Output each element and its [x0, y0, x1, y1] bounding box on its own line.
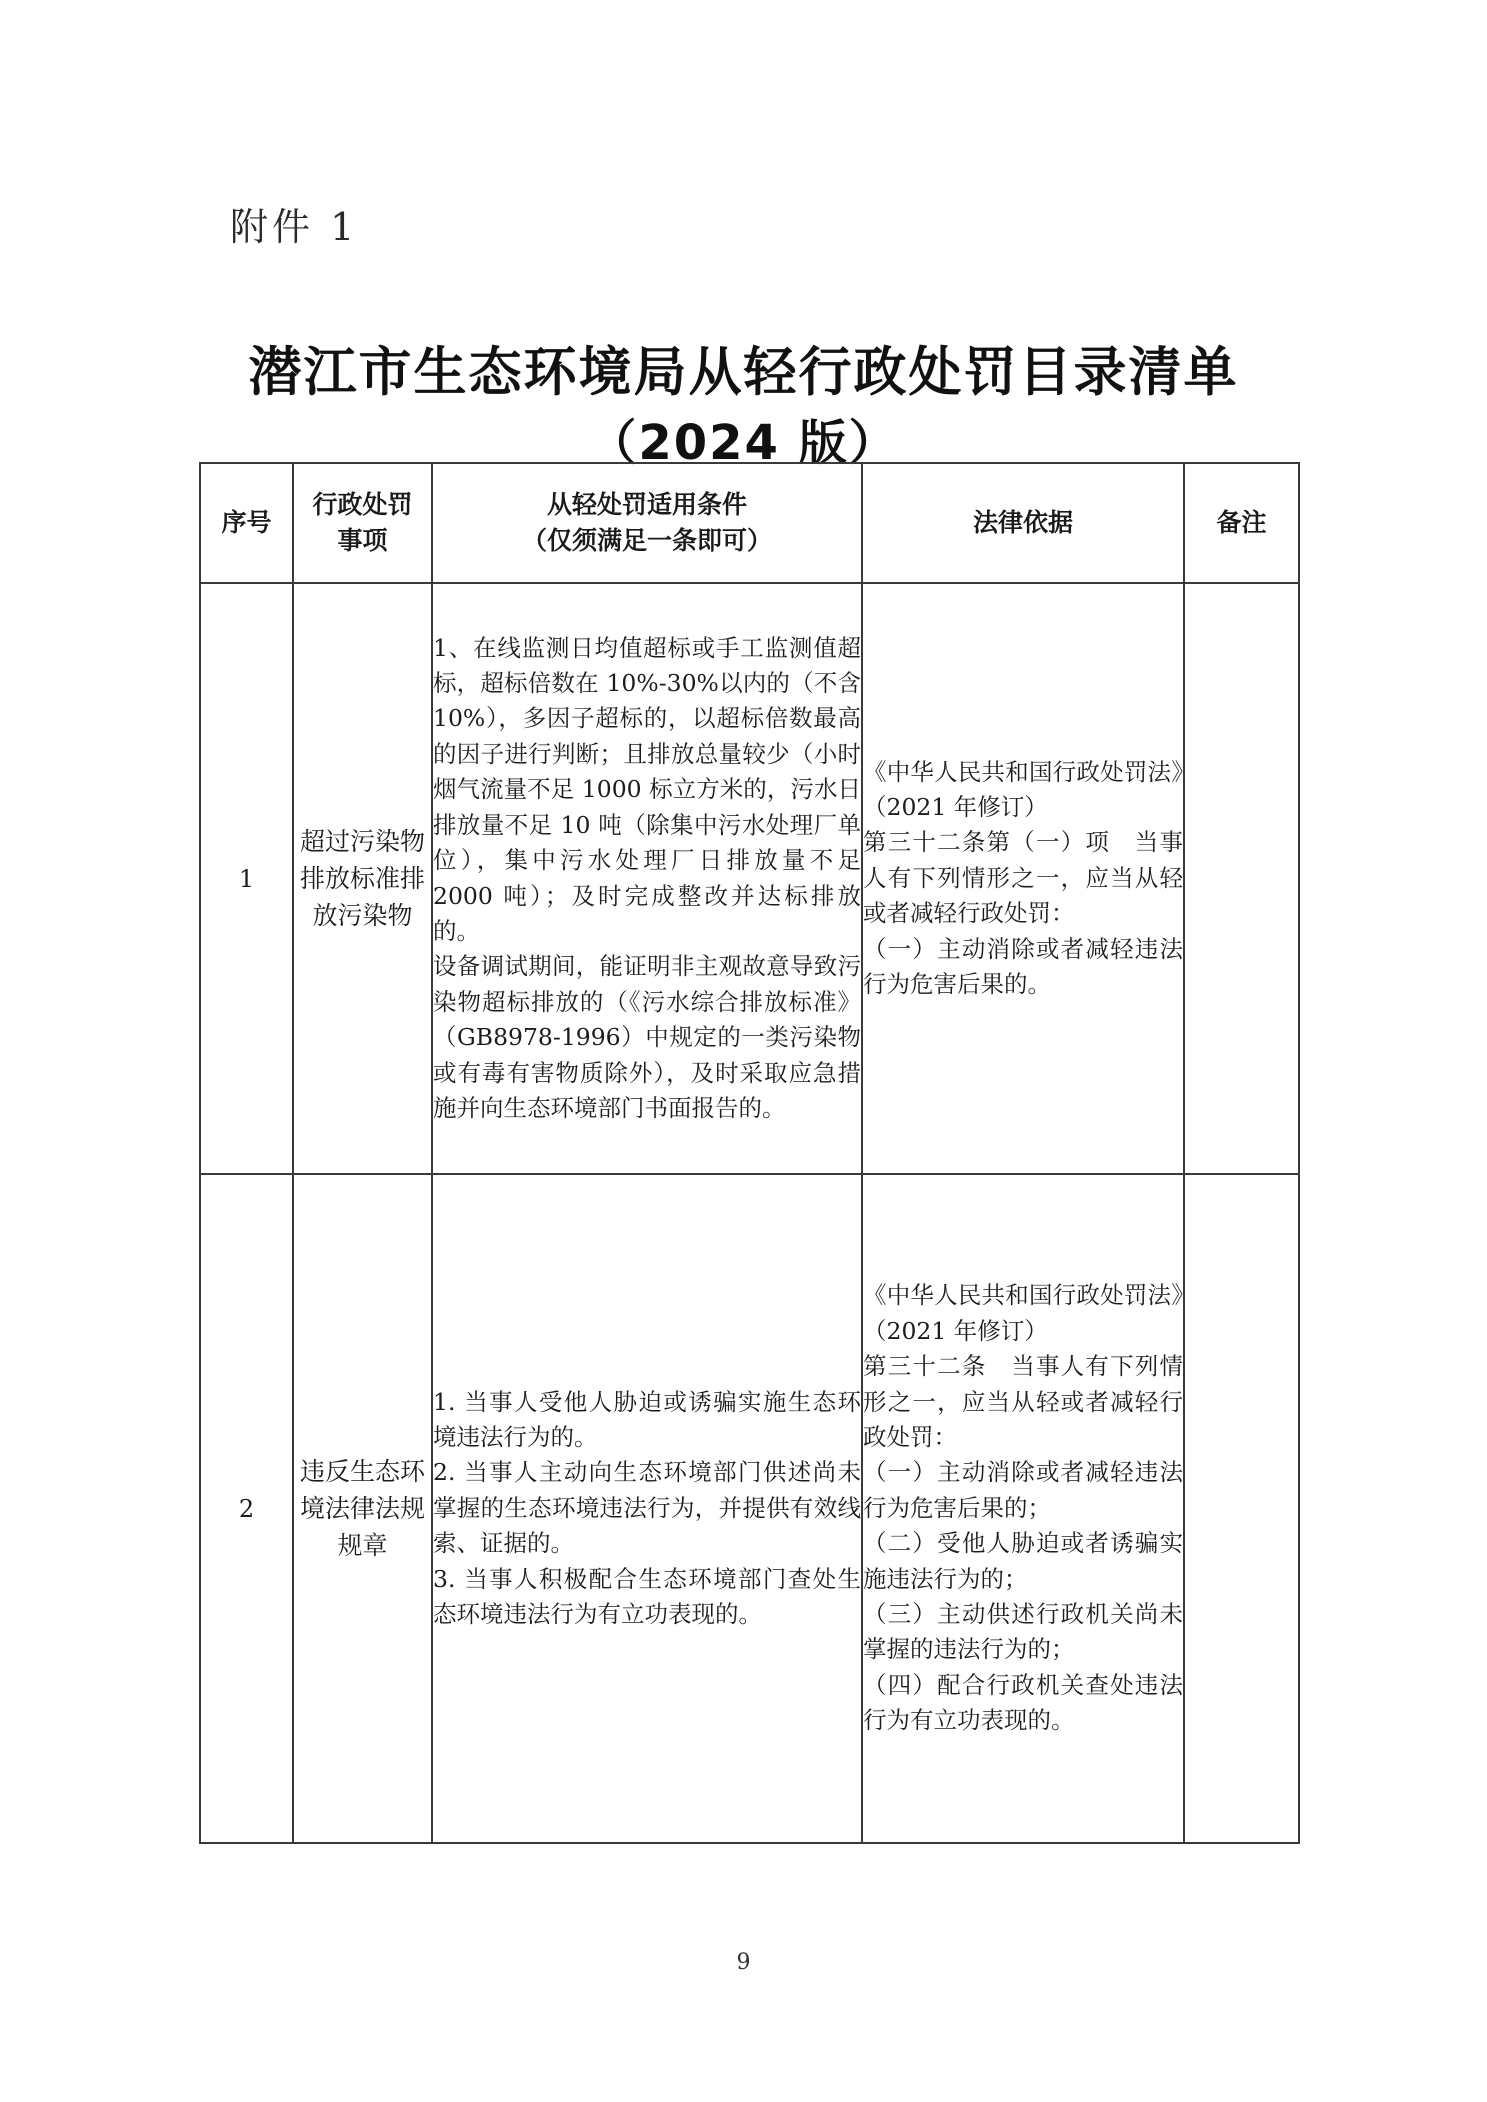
basis-paragraph: （四）配合行政机关查处违法行为有立功表现的。	[863, 1670, 1183, 1735]
table-header	[200, 463, 1299, 583]
page-number: 9	[736, 1950, 751, 1975]
row-legal-basis	[862, 1174, 1184, 1843]
row-seq: 1	[200, 583, 293, 1174]
attachment-label: 附件 1	[230, 205, 359, 249]
table-row	[200, 1174, 1299, 1843]
condition-paragraph: 设备调试期间，能证明非主观故意导致污染物超标排放的（《污水综合排放标准》（GB8978-1996）中规定的一类污染物或有毒有害物质除外），及时采取应急措施并向生态环境部门书面报告的。	[433, 952, 861, 1122]
row-item: 违反生态环境法律法规规章	[293, 1174, 432, 1843]
row-conditions	[432, 583, 862, 1174]
basis-paragraph: （一）主动消除或者减轻违法行为危害后果的。	[863, 934, 1183, 999]
row-remark	[1184, 583, 1299, 1174]
table-row	[200, 583, 1299, 1174]
row-legal-basis	[862, 583, 1184, 1174]
condition-paragraph: 3. 当事人积极配合生态环境部门查处生态环境违法行为有立功表现的。	[433, 1564, 861, 1629]
basis-paragraph: （一）主动消除或者减轻违法行为危害后果的；	[863, 1458, 1183, 1522]
basis-paragraph: 《中华人民共和国行政处罚法》（2021 年修订）	[863, 757, 1183, 821]
row-item: 超过污染物排放标准排放污染物	[293, 583, 432, 1174]
condition-paragraph: 1、在线监测日均值超标或手工监测值超标，超标倍数在 10%-30%以内的（不含 10%），多因子超标的，以超标倍数最高的因子进行判断；且排放总量较少（小时烟气流量不足 1000 标立方米的，污水日排放量不足 10 吨（除集中污水处理厂单位），集中污水处理厂日排放量不足 2000 吨）；及时完成整改并达标排放的。	[433, 633, 861, 945]
header-item-line1: 行政处罚	[312, 490, 413, 519]
row-remark	[1184, 1174, 1299, 1843]
header-seq: 序号	[200, 463, 293, 583]
basis-paragraph: 第三十二条 当事人有下列情形之一，应当从轻或者减轻行政处罚：	[863, 1352, 1183, 1451]
basis-paragraph: 第三十二条第（一）项 当事人有下列情形之一，应当从轻或者减轻行政处罚：	[863, 828, 1183, 928]
penalty-catalog-table	[199, 462, 1300, 1844]
basis-paragraph: （二）受他人胁迫或者诱骗实施违法行为的；	[863, 1529, 1183, 1593]
basis-paragraph: 《中华人民共和国行政处罚法》（2021 年修订）	[863, 1281, 1183, 1345]
header-item-line2: 事项	[337, 526, 388, 555]
row-seq: 2	[200, 1174, 293, 1843]
page-title: 潜江市生态环境局从轻行政处罚目录清单	[248, 342, 1239, 403]
row-conditions	[432, 1174, 862, 1843]
page-subtitle: （2024 版）	[588, 415, 899, 471]
condition-paragraph: 2. 当事人主动向生态环境部门供述尚未掌握的生态环境违法行为，并提供有效线索、证据的。	[433, 1458, 861, 1558]
header-remark: 备注	[1184, 463, 1299, 583]
header-item	[293, 463, 432, 583]
header-conditions-line2: （仅须满足一条即可）	[521, 526, 772, 555]
header-legal-basis: 法律依据	[862, 463, 1184, 583]
header-conditions	[432, 463, 862, 583]
header-conditions-line1: 从轻处罚适用条件	[546, 490, 747, 519]
condition-paragraph: 1. 当事人受他人胁迫或诱骗实施生态环境违法行为的。	[433, 1387, 861, 1451]
basis-paragraph: （三）主动供述行政机关尚未掌握的违法行为的；	[863, 1600, 1183, 1664]
